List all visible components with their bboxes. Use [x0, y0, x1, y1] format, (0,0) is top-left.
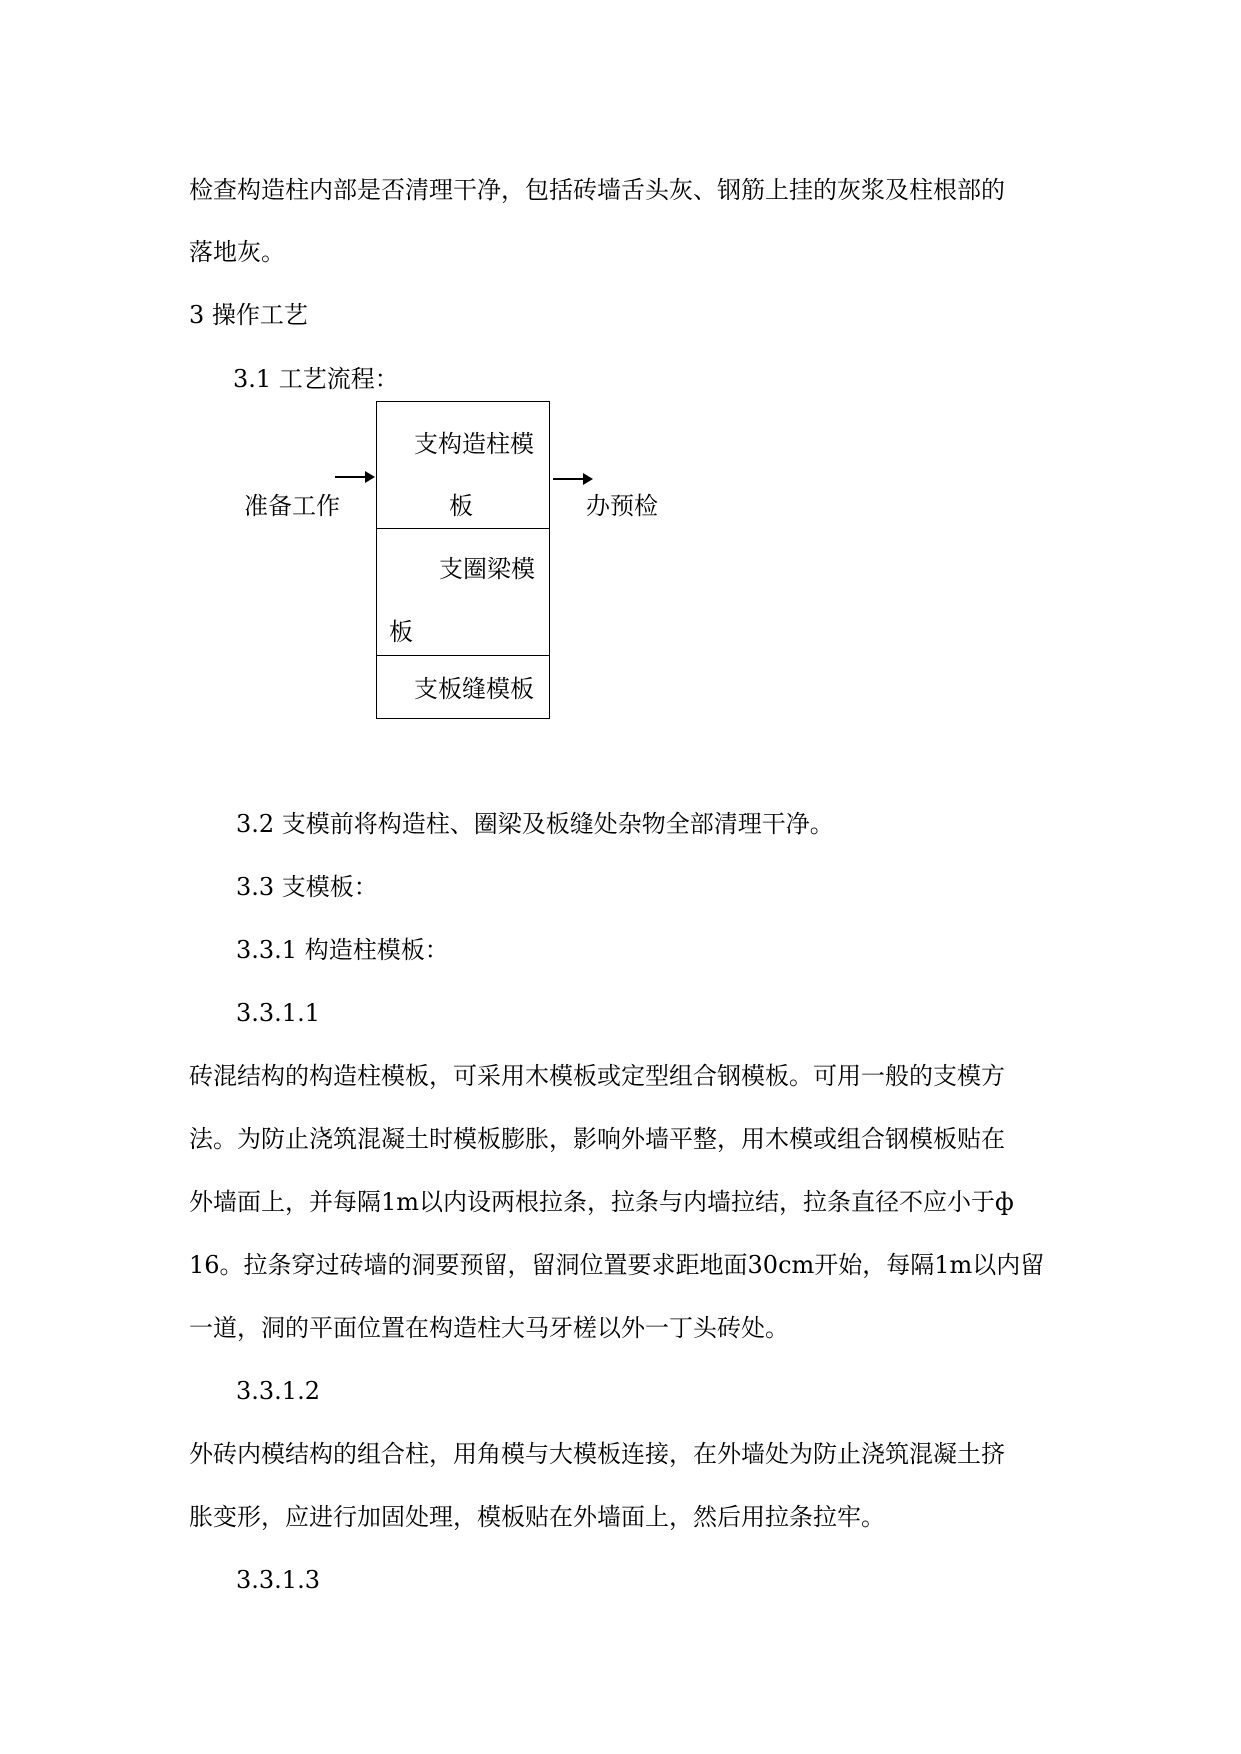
flow-step-text: 板 [389, 618, 413, 646]
paragraph-line: 法。为防止浇筑混凝土时模板膨胀，影响外墙平整，用木模或组合钢模板贴在 [189, 1125, 1005, 1153]
paragraph-line: 16。拉条穿过砖墙的洞要预留，留洞位置要求距地面30cm开始，每隔1m以内留 [189, 1251, 1045, 1279]
flow-step-box [376, 401, 550, 719]
flow-end-label: 办预检 [586, 492, 658, 520]
flow-step-column-formwork [377, 402, 549, 529]
paragraph-line: 检查构造柱内部是否清理干净，包括砖墙舌头灰、钢筋上挂的灰浆及柱根部的 [189, 176, 1005, 204]
flow-start-label: 准备工作 [244, 492, 340, 520]
flow-arrow-in [335, 476, 373, 478]
flow-step-ringbeam-formwork [377, 529, 549, 656]
flow-step-text: 板 [449, 492, 473, 520]
section-heading: 3 操作工艺 [189, 301, 308, 329]
paragraph-line: 外墙面上，并每隔1m以内设两根拉条，拉条与内墙拉结，拉条直径不应小于ф [189, 1188, 1014, 1216]
paragraph-line: 外砖内模结构的组合柱，用角模与大模板连接，在外墙处为防止浇筑混凝土挤 [189, 1440, 1005, 1468]
flow-step-text: 支圈梁模 [439, 555, 535, 583]
clause-number: 3.3.1.2 [236, 1377, 320, 1405]
flow-step-text: 支板缝模板 [414, 675, 534, 703]
paragraph-line: 一道，洞的平面位置在构造柱大马牙槎以外一丁头砖处。 [189, 1314, 789, 1342]
subsection-heading: 3.1 工艺流程： [233, 365, 399, 393]
flow-step-text: 支构造柱模 [414, 430, 534, 458]
paragraph-line: 落地灰。 [189, 238, 285, 266]
subsection-heading: 3.2 支模前将构造柱、圈梁及板缝处杂物全部清理干净。 [236, 810, 834, 838]
subsection-heading: 3.3 支模板： [236, 873, 378, 901]
subsection-heading: 3.3.1 构造柱模板： [236, 936, 449, 964]
paragraph-line: 胀变形，应进行加固处理，模板贴在外墙面上，然后用拉条拉牢。 [189, 1503, 885, 1531]
flow-step-slab-joint-formwork [377, 656, 549, 718]
clause-number: 3.3.1.1 [236, 999, 320, 1027]
paragraph-line: 砖混结构的构造柱模板，可采用木模板或定型组合钢模板。可用一般的支模方 [189, 1062, 1005, 1090]
flow-arrow-out [553, 478, 591, 480]
clause-number: 3.3.1.3 [236, 1566, 320, 1594]
